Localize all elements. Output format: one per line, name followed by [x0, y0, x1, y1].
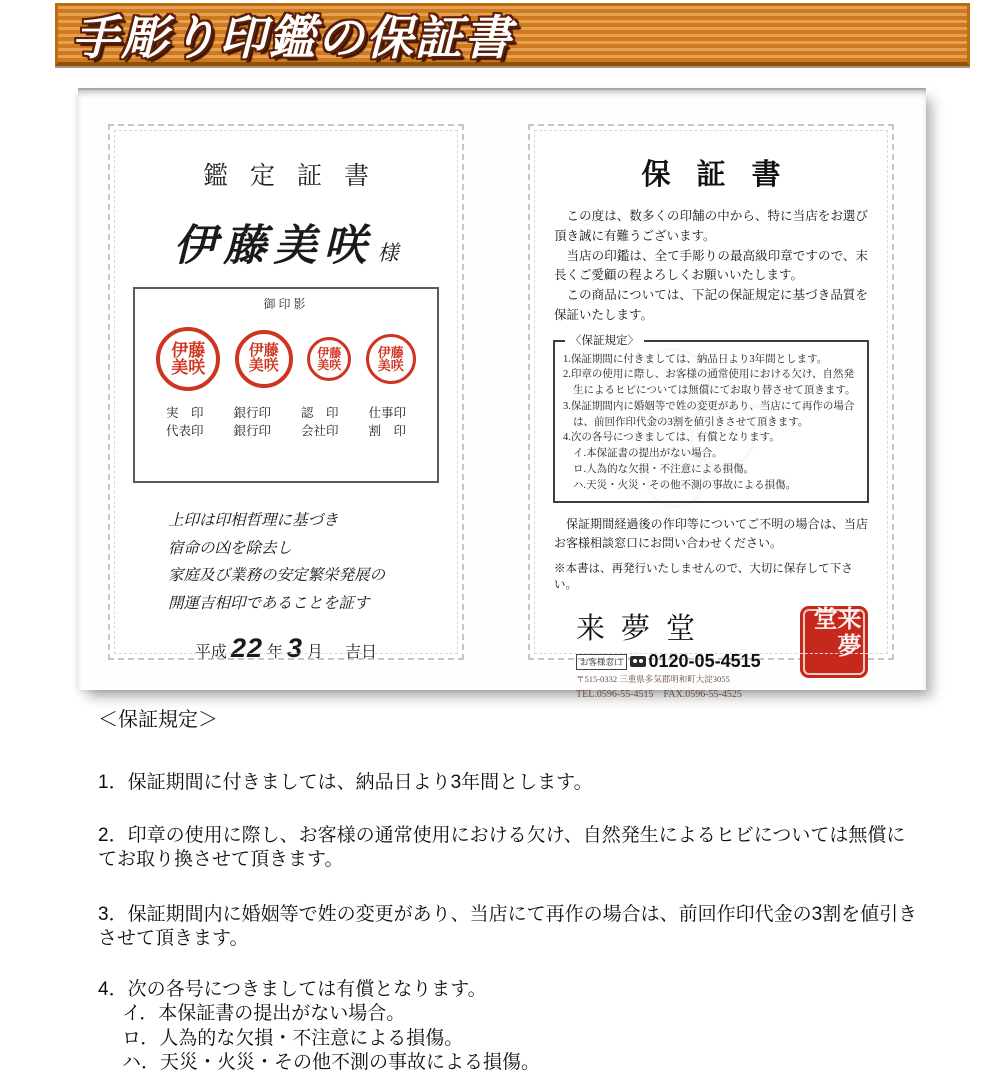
freedial-icon — [630, 656, 646, 667]
statement-line: 開運吉相印であることを証す — [168, 594, 370, 612]
seal-label-top: 実 印 — [165, 406, 204, 420]
seal-label-top: 認 印 — [300, 406, 339, 420]
seal-label-4 — [368, 404, 406, 440]
terms-item-1: 1．保証期間に付きましては、納品日より3年間とします。 — [98, 771, 593, 793]
seal-row — [149, 328, 423, 390]
terms-item-4: 4．次の各号につきましては有償となります。 — [98, 979, 487, 1001]
company-block — [576, 606, 892, 700]
terms-subitem-ha: ハ．天災・火災・その他不測の事故による損傷。 — [122, 1052, 541, 1074]
contact-block — [576, 651, 786, 700]
warranty-paragraph: この商品については、下記の保証規定に基づき品質を保証いたします。 — [554, 288, 868, 322]
regulation-item: 4.次の各号につきましては、有償となります。 — [563, 432, 780, 444]
imprint-label: 御印影 — [263, 297, 309, 311]
customer-name: 伊藤美咲 — [173, 223, 374, 270]
seal-label-bottom: 割 印 — [368, 424, 406, 439]
regulation-item: 2.印章の使用に際し、お客様の通常使用における欠け、自然発生によるヒビについては無償にてお取り替させて頂きます。 — [563, 369, 856, 396]
statement-line: 上印は印相哲理に基づき — [168, 512, 339, 529]
date-era: 平成 — [194, 644, 227, 662]
seal-label-row — [151, 404, 421, 440]
regulation-subitem: イ.本保証書の提出がない場合。 — [573, 448, 723, 459]
seal-glyph: 伊藤美咲 — [171, 340, 206, 377]
date-month: 3 — [287, 633, 304, 664]
tel-fax: TEL.0596-55-4515 FAX.0596-55-4525 — [576, 689, 742, 701]
seal-glyph: 伊藤美咲 — [377, 344, 404, 373]
seal-imprint-2 — [235, 330, 293, 388]
customer-service-badge: お客様窓口 — [576, 654, 627, 670]
appraisal-statement — [168, 507, 462, 617]
terms-item-2: 2．印章の使用に際し、お客様の通常使用における欠け、自然発生によるヒビについては無償にてお取り換させて頂きます。 — [98, 824, 906, 871]
appraisal-certificate — [108, 124, 464, 664]
seal-imprint-box — [133, 287, 439, 483]
date-year: 22 — [230, 633, 263, 664]
company-info — [576, 606, 786, 700]
company-seal-stamp — [800, 606, 868, 678]
regulation-item: 1.保証期間に付きましては、納品日より3年間とします。 — [563, 353, 828, 365]
terms-heading: ＜保証規定＞ — [98, 709, 218, 731]
seal-label-bottom: 会社印 — [300, 424, 339, 439]
seal-label-3 — [301, 404, 339, 440]
seal-label-top: 仕事印 — [368, 406, 406, 420]
regulations-box-title: 〈保証規定〉 — [565, 333, 644, 350]
warranty-paragraph: 当店の印鑑は、全て手彫りの最高級印章ですので、末長くご愛顧の程よろしくお願いいたします。 — [554, 248, 868, 283]
warranty-terms-section — [98, 708, 920, 1075]
date-day: 吉日 — [345, 644, 378, 662]
terms-item-3: 3．保証期間内に婚姻等で姓の変更があり、当店にて再作の場合は、前回作印代金の3割を値引きさせて頂きます。 — [98, 903, 918, 949]
seal-label-1 — [166, 404, 204, 440]
terms-subitem-i: イ．本保証書の提出がない場合。 — [122, 1003, 406, 1025]
seal-imprint-4 — [366, 334, 416, 384]
seal-glyph: 伊藤美咲 — [248, 342, 279, 374]
regulation-subitem: ロ.人為的な欠損・不注意による損傷。 — [573, 463, 755, 475]
date-month-suffix: 月 — [307, 644, 324, 662]
phone-line — [576, 651, 786, 672]
seal-label-bottom: 銀行印 — [233, 424, 271, 439]
seal-glyph: 伊藤美咲 — [317, 345, 342, 372]
appraisal-date — [110, 633, 462, 664]
regulation-subitem: ハ.天災・火災・その他不測の事故による損傷。 — [573, 479, 797, 491]
appraisal-name-row — [110, 212, 462, 273]
statement-line: 宿命の凶を除去し — [168, 539, 293, 557]
reissue-note: ※本書は、再発行いたしませんので、大切に保存して下さい。 — [554, 563, 853, 592]
seal-imprint-1 — [156, 327, 220, 391]
statement-line: 家庭及び業務の安定繁栄発展の — [168, 567, 386, 585]
consultation-note: 保証期間経過後の作印等についてご不明の場合は、当店お客様相談窓口にお問い合わせください。 — [554, 517, 868, 550]
appraisal-title: 鑑定証書 — [202, 163, 391, 190]
terms-subitem-ro: ロ．人為的な欠損・不注意による損傷。 — [122, 1027, 464, 1049]
warranty-paragraphs — [554, 207, 868, 326]
company-name: 来夢堂 — [576, 613, 712, 646]
stamp-glyph: 来夢堂 — [809, 606, 859, 661]
regulation-item: 3.保証期間内に婚姻等で姓の変更があり、当店にて再作の場合は、前回作印代金の3割を値引きさせて頂きます。 — [563, 400, 855, 428]
regulations-box — [553, 334, 869, 504]
seal-label-2 — [233, 404, 271, 440]
certificates-photo — [78, 88, 926, 701]
date-year-suffix: 年 — [266, 644, 283, 662]
page-title: 手彫り印鑑の保証書 — [72, 10, 513, 64]
seal-label-top: 銀行印 — [233, 406, 271, 420]
seal-imprint-3 — [307, 337, 351, 381]
header-banner — [55, 3, 970, 66]
company-address: 〒515-0332 三重県多気郡明和町大淀3055 — [576, 674, 730, 685]
warranty-certificate — [528, 124, 894, 701]
honorific: 様 — [377, 241, 399, 265]
phone-number: 0120-05-4515 — [648, 651, 761, 672]
warranty-paragraph: この度は、数多くの印舗の中から、特に当店をお選び頂き誠に有難うございます。 — [554, 209, 868, 243]
warranty-title: 保証書 — [641, 159, 807, 191]
seal-label-bottom: 代表印 — [165, 424, 204, 439]
